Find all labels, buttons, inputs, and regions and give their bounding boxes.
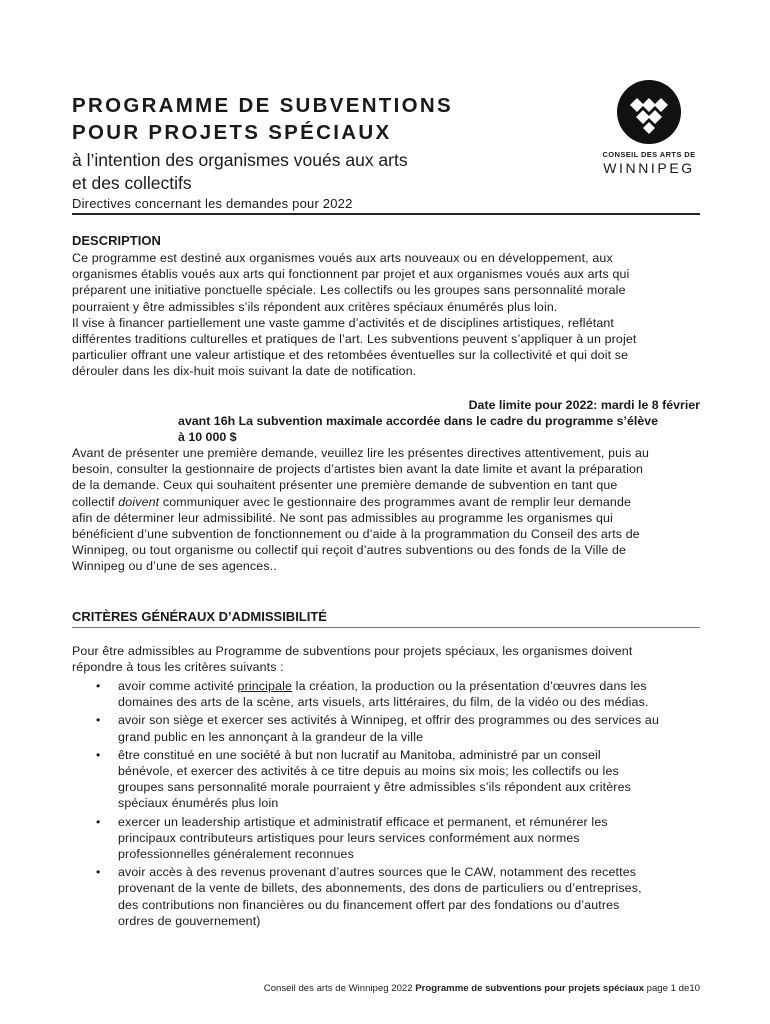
list-item-line: exercer un leadership artistique et administratif efficace et permanent, et rémunérer les — [118, 814, 608, 829]
list-item — [72, 678, 700, 710]
list-item-line: des contributions non financières ou du financement offert par des fondations ou d’autres — [118, 897, 620, 912]
list-item-line: groupes sans personnalité morale pourraient y être admissibles s’ils répondent aux critères — [118, 780, 631, 795]
deadline-max-amount: avant 16h La subvention maximale accordée dans le cadre du programme s’élève — [178, 414, 658, 429]
description-line: différentes traditions culturelles et pratiques de l’art. Les subventions peuvent s’appliquer à un projet — [72, 332, 637, 347]
page-subtitle — [72, 149, 552, 195]
list-item — [72, 864, 700, 929]
intro-line: Winnipeg, ou tout organisme ou collectif qui reçoit d’autres subventions ou des fonds de la Ville de — [72, 543, 627, 558]
directives-caption: Directives concernant les demandes pour 2022 — [72, 196, 353, 211]
title-line-1: PROGRAMME DE SUBVENTIONS — [72, 94, 453, 117]
description-line: Il vise à financer partiellement une vaste gamme d’activités et de disciplines artistiques, reflétant — [72, 315, 615, 330]
description-line: Ce programme est destiné aux organismes voués aux arts nouveaux ou en développement, aux — [72, 251, 613, 265]
criteria-divider — [72, 627, 700, 628]
header-divider — [72, 213, 700, 215]
list-item-line: domaines des arts de la scène, arts visuels, arts littéraires, du film, de la vidéo ou des médias. — [118, 695, 649, 710]
list-item-line: être constitué en une société à but non lucratif au Manitoba, administré par un conseil — [118, 747, 601, 762]
list-item-line: avoir son siège et exercer ses activités à Winnipeg, et offrir des programmes ou des services au — [118, 713, 660, 728]
intro-line: bénéficient d’une subvention de fonctionnement ou d’aide à la programmation du Conseil des arts de — [72, 527, 640, 542]
list-item-text: avoir comme activité — [118, 679, 238, 693]
page-title — [72, 92, 572, 146]
subtitle-line-2: et des collectifs — [72, 173, 192, 193]
deadline-date: Date limite pour 2022: mardi le 8 février — [468, 398, 700, 412]
deadline-amount: à 10 000 $ — [178, 430, 237, 445]
intro-text: collectif — [72, 494, 119, 509]
intro-emphasis: doivent — [118, 494, 160, 509]
description-paragraph — [72, 250, 700, 380]
list-item-line: provenant de la vente de billets, des abonnements, des dons de particuliers ou d’entreprises, — [118, 881, 642, 896]
criteria-heading: CRITÈRES GÉNÉRAUX D’ADMISSIBILITÉ — [72, 609, 327, 624]
criteria-intro — [72, 643, 700, 675]
description-line: préparent une initiative ponctuelle spéciale. Les collectifs ou les groupes sans personnalité morale — [72, 283, 626, 298]
intro-line: Winnipeg ou d’une de ses agences.. — [72, 559, 277, 574]
list-item-line: avoir accès à des revenus provenant d’autres sources que le CAW, notamment des recettes — [118, 865, 637, 880]
intro-line: afin de déterminer leur admissibilité. Ne sont pas admissibles au programme les organismes qui — [72, 510, 613, 525]
footer-page-number: page 1 de10 — [643, 983, 700, 994]
bullet-icon: • — [96, 679, 101, 693]
bullet-icon: • — [96, 713, 101, 728]
subtitle-line-1: à l’intention des organismes voués aux arts — [72, 150, 408, 170]
description-line: organismes établis voués aux arts qui fonctionnent par projet et aux organismes voués aux arts qui — [72, 267, 630, 282]
list-item — [72, 712, 700, 744]
intro-text: communiquer avec le gestionnaire des programmes avant de remplir leur demande — [159, 494, 632, 509]
logo-text-line-2: WINNIPEG — [603, 160, 695, 176]
list-item-line: professionnelles généralement reconnues — [118, 847, 354, 862]
bullet-icon: • — [96, 865, 101, 880]
list-item-underline: principale — [237, 679, 293, 693]
intro-line: Avant de présenter une première demande, veuillez lire les présentes directives attentivement, puis au — [72, 446, 650, 460]
list-item-line: ordres de gouvernement) — [118, 913, 261, 928]
deadline-block — [178, 397, 700, 446]
logo-text-line-1: CONSEIL DES ARTS DE — [602, 150, 696, 159]
list-item — [72, 747, 700, 812]
bullet-icon: • — [96, 747, 101, 762]
list-item — [72, 814, 700, 863]
list-item-line: bénévole, et exercer des activités à ce titre depuis au moins six mois; les collectifs ou les — [118, 764, 619, 779]
list-item-line: principaux contributeurs artistiques pour leurs services conformément aux normes — [118, 830, 580, 845]
description-line: dérouler dans les dix-huit mois suivant la date de notification. — [72, 364, 417, 379]
intro-paragraph — [72, 445, 700, 575]
list-item-text: la création, la production ou la présentation d’œuvres dans les — [292, 679, 647, 693]
intro-line — [72, 494, 700, 510]
intro-line: de la demande. Ceux qui souhaitent présenter une première demande de subvention en tant que — [72, 478, 618, 493]
title-line-2: POUR PROJETS SPÉCIAUX — [72, 121, 392, 144]
description-heading: DESCRIPTION — [72, 233, 161, 248]
list-item-line — [118, 678, 700, 694]
criteria-intro-line: répondre à tous les critères suivants : — [72, 660, 284, 675]
diamond-pattern-logo-icon — [617, 80, 681, 144]
criteria-list — [72, 678, 700, 931]
organization-logo — [594, 80, 704, 176]
list-item-line: grand public en les annonçant à la grandeur de la ville — [118, 729, 424, 744]
list-item-line: spéciaux énumérés plus loin — [118, 796, 279, 811]
description-line: pourraient y être admissibles s’ils répondent aux critères spéciaux énumérés plus loin. — [72, 299, 558, 314]
footer-org: Conseil des arts de Winnipeg 2022 — [263, 983, 416, 994]
footer-program: Programme de subventions pour projets spéciaux — [415, 983, 644, 994]
page-footer — [242, 983, 700, 994]
bullet-icon: • — [96, 814, 101, 829]
intro-line: besoin, consulter la gestionnaire de projects d’artistes bien avant la date limite et avant la préparation — [72, 462, 644, 477]
description-line: particulier offrant une valeur artistique et des retombées éventuelles sur la collectivité et qui doit se — [72, 348, 629, 363]
criteria-intro-line: Pour être admissibles au Programme de subventions pour projets spéciaux, les organismes doivent — [72, 644, 633, 658]
